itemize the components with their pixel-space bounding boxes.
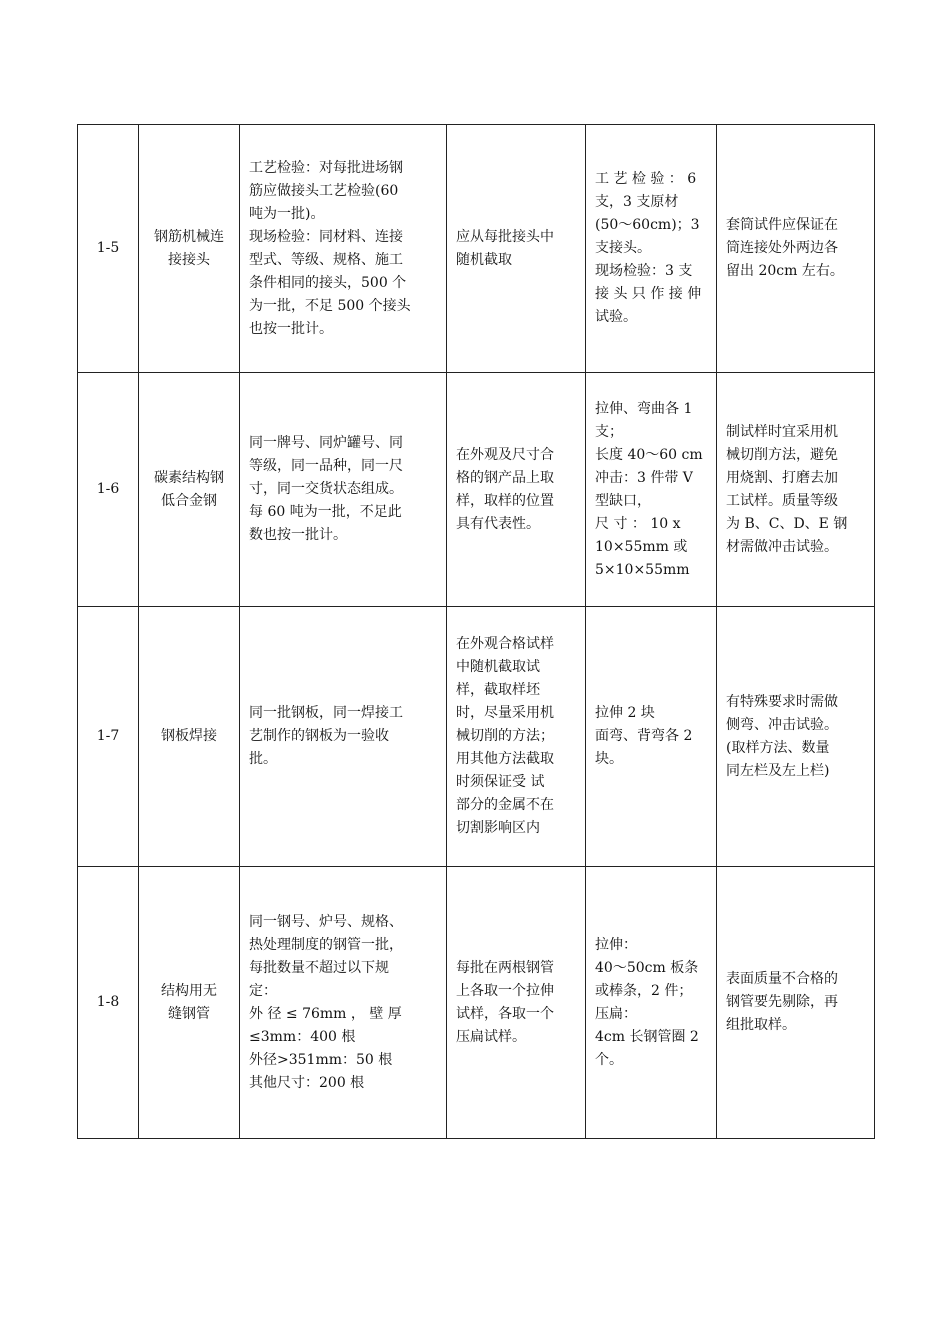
cell-text-line: 用烧割、打磨去加 bbox=[726, 469, 838, 486]
cell-text-line: 样，截取样坯 bbox=[456, 682, 540, 698]
cell-text-line: 支接头。 bbox=[595, 240, 651, 256]
notes-cell bbox=[717, 125, 875, 373]
cell-text-line: 拉伸 2 块 bbox=[595, 705, 655, 721]
cell-text-line: 压扁试样。 bbox=[456, 1028, 526, 1045]
sampling-method-cell bbox=[447, 125, 586, 373]
cell-text-line: 条件相同的接头，500 个 bbox=[249, 274, 407, 291]
cell-text-line: 结构用无 bbox=[161, 982, 217, 999]
cell-text-line: 型缺口， bbox=[595, 492, 651, 509]
material-name-cell bbox=[139, 607, 240, 867]
cell-text-line: 用其他方法截取 bbox=[456, 751, 554, 767]
cell-text-line: 支； bbox=[595, 423, 623, 440]
batch-rule-cell bbox=[240, 125, 447, 373]
item-number-cell: 1-7 bbox=[78, 607, 139, 867]
cell-text-line: 为一批，不足 500 个接头 bbox=[249, 297, 411, 314]
notes-cell bbox=[717, 373, 875, 607]
cell-text-line: 械切削的方法； bbox=[456, 728, 554, 744]
cell-text-line: 部分的金属不在 bbox=[456, 797, 554, 813]
cell-text-line: 等级，同一品种，同一尺 bbox=[249, 458, 403, 474]
cell-text-line: 外 径 ≤ 76mm ， 壁 厚 bbox=[249, 1005, 402, 1022]
cell-text-line: 支，3 支原材 bbox=[595, 194, 679, 210]
cell-text-line: 每批在两根钢管 bbox=[456, 959, 554, 976]
cell-text-line: 筒连接处外两边各 bbox=[726, 240, 838, 256]
material-name-cell bbox=[139, 125, 240, 373]
cell-text-line: 随机截取 bbox=[456, 251, 512, 268]
sampling-method-cell bbox=[447, 607, 586, 867]
cell-text-line: 试样，各取一个 bbox=[456, 1005, 554, 1022]
cell-text-line: ≤3mm：400 根 bbox=[249, 1028, 356, 1045]
sample-quantity-cell bbox=[586, 373, 717, 607]
sampling-spec-table bbox=[77, 124, 875, 1139]
cell-text-line: 也按一批计。 bbox=[249, 320, 333, 337]
cell-text-line: 侧弯、冲击试验。 bbox=[726, 716, 838, 733]
cell-text-line: 寸，同一交货状态组成。 bbox=[249, 481, 403, 497]
cell-text-line: 应从每批接头中 bbox=[456, 228, 554, 245]
cell-text-line: 同一批钢板，同一焊接工 bbox=[249, 705, 403, 721]
cell-text-line: 钢管要先剔除，再 bbox=[726, 994, 838, 1010]
cell-text-line: 表面质量不合格的 bbox=[726, 971, 838, 987]
cell-text-line: 吨为一批)。 bbox=[249, 205, 325, 222]
cell-text-line: 拉伸： bbox=[595, 936, 637, 953]
cell-text-line: 为 B、C、D、E 钢 bbox=[726, 515, 848, 532]
cell-text-line: 型式、等级、规格、施工 bbox=[249, 251, 403, 268]
sample-quantity-cell bbox=[586, 125, 717, 373]
cell-text-line: 尺 寸 ： 10 x bbox=[595, 515, 681, 532]
cell-text-line: 每批数量不超过以下规 bbox=[249, 959, 389, 976]
cell-text-line: 组批取样。 bbox=[726, 1017, 796, 1033]
cell-text-line: 中随机截取试 bbox=[456, 659, 540, 675]
batch-rule-cell bbox=[240, 607, 447, 867]
sampling-method-cell bbox=[447, 867, 586, 1139]
table-row bbox=[78, 373, 875, 607]
batch-rule-cell bbox=[240, 867, 447, 1139]
cell-text-line: 数也按一批计。 bbox=[249, 527, 347, 543]
notes-cell bbox=[717, 607, 875, 867]
cell-text-line: 现场检验：3 支 bbox=[595, 263, 693, 279]
sample-quantity-cell bbox=[586, 607, 717, 867]
cell-text-line: (取样方法、数量 bbox=[726, 739, 830, 756]
cell-text-line: (50～60cm)；3 bbox=[595, 217, 700, 233]
cell-text-line: 碳素结构钢 bbox=[154, 469, 224, 486]
cell-text-line: 或棒条，2 件； bbox=[595, 982, 693, 999]
cell-text-line: 其他尺寸：200 根 bbox=[249, 1074, 365, 1091]
cell-text-line: 在外观合格试样 bbox=[456, 636, 554, 652]
cell-text-line: 制试样时宜采用机 bbox=[726, 423, 838, 440]
cell-text-line: 同左栏及左上栏) bbox=[726, 762, 830, 779]
cell-text-line: 具有代表性。 bbox=[456, 515, 540, 532]
cell-text-line: 筋应做接头工艺检验(60 bbox=[249, 182, 399, 199]
cell-text-line: 低合金钢 bbox=[161, 492, 217, 509]
cell-text-line: 定： bbox=[249, 982, 277, 999]
cell-text-line: 切割影响区内 bbox=[456, 820, 540, 836]
cell-text-line: 有特殊要求时需做 bbox=[726, 693, 838, 710]
cell-text-line: 时，尽量采用机 bbox=[456, 705, 554, 721]
cell-text-line: 同一钢号、炉号、规格、 bbox=[249, 913, 403, 930]
table-row bbox=[78, 867, 875, 1139]
cell-text-line: 接接头 bbox=[168, 251, 210, 268]
item-number-cell: 1-8 bbox=[78, 867, 139, 1139]
material-name-cell bbox=[139, 373, 240, 607]
cell-text-line: 套筒试件应保证在 bbox=[726, 217, 838, 233]
cell-text-line: 在外观及尺寸合 bbox=[456, 446, 554, 463]
cell-text-line: 艺制作的钢板为一验收 bbox=[249, 728, 389, 744]
table-body bbox=[78, 125, 875, 1139]
table-row bbox=[78, 607, 875, 867]
sampling-method-cell bbox=[447, 373, 586, 607]
cell-text-line: 压扁： bbox=[595, 1005, 637, 1022]
cell-text-line: 格的钢产品上取 bbox=[456, 469, 554, 486]
cell-text-line: 接 头 只 作 接 伸 bbox=[595, 286, 702, 302]
cell-text-line: 5×10×55mm bbox=[595, 561, 690, 578]
cell-text-line: 个。 bbox=[595, 1051, 623, 1068]
cell-text-line: 样，取样的位置 bbox=[456, 492, 554, 509]
cell-text-line: 留出 20cm 左右。 bbox=[726, 263, 844, 279]
cell-text-line: 4cm 长钢管圈 2 bbox=[595, 1028, 699, 1045]
cell-text-line: 钢筋机械连 bbox=[154, 228, 224, 245]
cell-text-line: 热处理制度的钢管一批， bbox=[249, 936, 403, 953]
cell-text-line: 材需做冲击试验。 bbox=[726, 538, 838, 555]
batch-rule-cell bbox=[240, 373, 447, 607]
cell-text-line: 械切削方法，避免 bbox=[726, 446, 838, 463]
sample-quantity-cell bbox=[586, 867, 717, 1139]
cell-text-line: 块。 bbox=[595, 751, 623, 767]
material-name-cell bbox=[139, 867, 240, 1139]
cell-text-line: 同一牌号、同炉罐号、同 bbox=[249, 435, 403, 451]
cell-text-line: 40～50cm 板条 bbox=[595, 959, 699, 976]
cell-text-line: 缝钢管 bbox=[168, 1005, 210, 1022]
cell-text-line: 外径>351mm：50 根 bbox=[249, 1051, 393, 1068]
cell-text-line: 10×55mm 或 bbox=[595, 538, 688, 555]
item-number-cell: 1-5 bbox=[78, 125, 139, 373]
table-row bbox=[78, 125, 875, 373]
cell-text-line: 工试样。质量等级 bbox=[726, 492, 838, 509]
cell-text-line: 工 艺 检 验 ： 6 bbox=[595, 171, 697, 187]
cell-text-line: 上各取一个拉伸 bbox=[456, 982, 554, 999]
cell-text-line: 批。 bbox=[249, 751, 277, 767]
notes-cell bbox=[717, 867, 875, 1139]
cell-text-line: 试验。 bbox=[595, 309, 637, 325]
cell-text-line: 冲击：3 件带 V bbox=[595, 469, 693, 486]
cell-text-line: 时须保证受 试 bbox=[456, 774, 545, 790]
cell-text-line: 拉伸、弯曲各 1 bbox=[595, 400, 693, 417]
cell-text-line: 每 60 吨为一批，不足此 bbox=[249, 504, 402, 520]
cell-text-line: 钢板焊接 bbox=[161, 728, 217, 744]
cell-text-line: 工艺检验：对每批进场钢 bbox=[249, 159, 403, 176]
item-number-cell: 1-6 bbox=[78, 373, 139, 607]
cell-text-line: 现场检验：同材料、连接 bbox=[249, 228, 403, 245]
cell-text-line: 长度 40～60 cm bbox=[595, 446, 703, 463]
cell-text-line: 面弯、背弯各 2 bbox=[595, 728, 693, 744]
